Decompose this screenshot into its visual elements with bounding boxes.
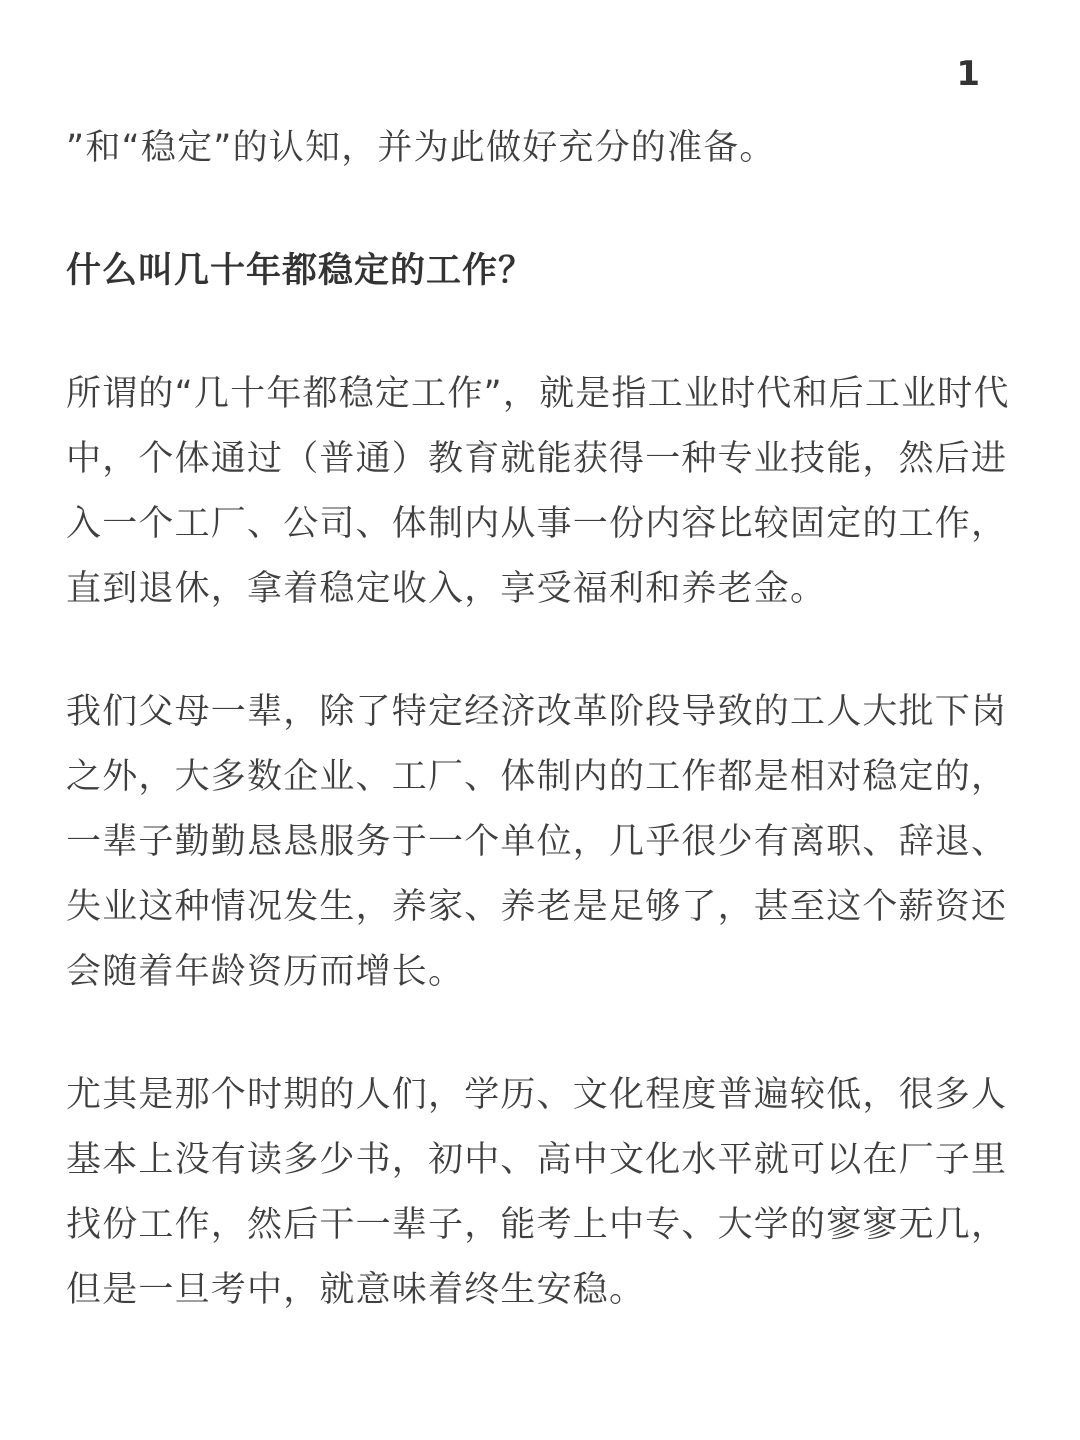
lead-paragraph: ”和“稳定”的认知，并为此做好充分的准备。 — [66, 128, 776, 168]
paragraph-education-level: 尤其是那个时期的人们，学历、文化程度普遍较低，很多人基本上没有读多少书，初中、高中文化水平就可以在厂子里找份工作，然后干一辈子，能考上中专、大学的寥寥无几，但是一旦考中，就意味着终生安稳。 — [66, 1075, 1008, 1310]
section-heading: 什么叫几十年都稳定的工作？ — [66, 251, 535, 291]
paragraph-parents-generation: 我们父母一辈，除了特定经济改革阶段导致的工人大批下岗之外，大多数企业、工厂、体制内的工作都是相对稳定的，一辈子勤勤恳恳服务于一个单位，几乎很少有离职、辞退、失业这种情况发生，养家、养老是足够了，甚至这个薪资还会随着年龄资历而增长。 — [66, 692, 1008, 992]
paragraph-definition: 所谓的“几十年都稳定工作”，就是指工业时代和后工业时代中，个体通过（普通）教育就能获得一种专业技能，然后进入一个工厂、公司、体制内从事一份内容比较固定的工作，直到退休，拿着稳定收入，享受福利和养老金。 — [66, 374, 1010, 609]
page-number: 1 — [956, 54, 980, 94]
article-body — [66, 116, 1018, 1323]
